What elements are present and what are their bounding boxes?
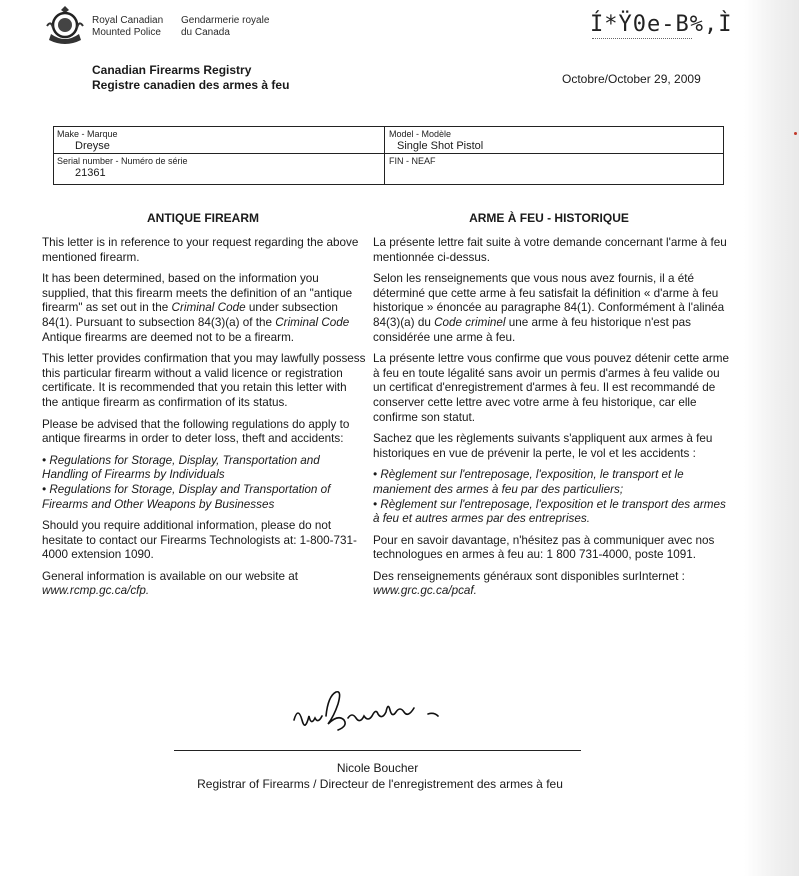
en-regulation-individuals: • Regulations for Storage, Display, Transportation and Handling of Firearms by Individuals — [42, 453, 320, 482]
serial-number-value: 21361 — [75, 167, 106, 179]
heading-arme-historique: ARME À FEU - HISTORIQUE — [469, 211, 629, 225]
reference-code-underline — [592, 38, 692, 39]
agency-name-en-line2: Mounted Police — [92, 27, 161, 38]
registry-name-en: Canadian Firearms Registry — [92, 63, 252, 77]
en-paragraph-contact: Should you require additional information, please do not hesitate to contact our Firearms Technologists at: 1-800-731-4000 extension 1090. — [42, 519, 357, 562]
fr-paragraph-website: Des renseignements généraux sont disponibles surInternet : — [373, 569, 685, 583]
registry-name-fr: Registre canadien des armes à feu — [92, 78, 290, 92]
handwritten-signature — [288, 690, 464, 748]
fr-regulation-particuliers: • Règlement sur l'entreposage, l'exposition, le transport et le maniement des armes à feu par des particuliers; — [373, 468, 684, 496]
fr-paragraph-regulations-intro: Sachez que les règlements suivants s'appliquent aux armes à feu historiques en vue de prévenir la perte, le vol et les accidents : — [373, 432, 713, 460]
letter-date: Octobre/October 29, 2009 — [562, 72, 701, 86]
fr-website-link[interactable]: www.grc.gc.ca/pcaf. — [373, 584, 477, 598]
rcmp-crest-icon — [46, 4, 84, 46]
en-p2-criminal-code-2: Criminal Code — [275, 315, 350, 329]
reference-code: Í*Ÿ0e-B%,Ì — [590, 12, 733, 37]
agency-name-fr-line1: Gendarmerie royale — [181, 15, 270, 26]
fr-regulation-entreprises: • Règlement sur l'entreposage, l'exposition et le transport des armes à feu et autres armes par des entreprises. — [373, 497, 726, 526]
en-regulation-businesses: • Regulations for Storage, Display and Transportation of Firearms and Other Weapons by Businesses — [42, 482, 331, 511]
fr-paragraph-confirmation: La présente lettre vous confirme que vous pouvez détenir cette arme à feu en toute légalité sans avoir un permis d'armes à feu valide ou un certificat d'enregistrement d'armes à feu. Il est recommandé de conserver cette lettre avec votre arme à feu historique, car elle confirme son statut. — [373, 352, 730, 424]
en-paragraph-determination — [42, 272, 366, 345]
en-paragraph-reference: This letter is in reference to your request regarding the above mentioned firearm. — [42, 236, 359, 264]
make-label: Make - Marque — [57, 129, 118, 139]
fr-p2-code-criminel: Code criminel — [434, 315, 506, 329]
agency-name-fr-line2: du Canada — [181, 27, 230, 38]
en-p2-text-c: under subsection 84(1). Pursuant to subsection 84(3)(a) of the — [42, 301, 338, 329]
scan-speck — [794, 132, 797, 135]
signer-title: Registrar of Firearms / Directeur de l'enregistrement des armes à feu — [197, 777, 563, 791]
model-label: Model - Modèle — [389, 129, 452, 139]
fr-p2-text-c: une arme à feu historique n'est pas considérée une arme à feu. — [373, 315, 691, 344]
scan-edge-shadow — [744, 0, 799, 876]
en-paragraph-regulations-intro: Please be advised that the following regulations do apply to antique firearms in order to deter loss, theft and accidents: — [42, 417, 350, 446]
en-p2-text-e: Antique firearms are deemed not to be a firearm. — [42, 330, 295, 344]
english-column — [42, 236, 366, 599]
french-column — [373, 236, 735, 599]
en-paragraph-website: General information is available on our website at — [42, 569, 298, 583]
en-website-link[interactable]: www.rcmp.gc.ca/cfp. — [42, 584, 150, 598]
en-paragraph-confirmation: This letter provides confirmation that you may lawfully possess this particular firearm without a valid licence or registration certificate. It is recommended that you retain this letter with the antique firearm as confirmation of its status. — [42, 352, 366, 409]
en-p2-text-a: It has been determined, based on the information you supplied, that this firearm meets the definition of an "antique firearm" as set out in the — [42, 272, 353, 315]
signer-name: Nicole Boucher — [336, 761, 419, 775]
signature-line — [174, 750, 581, 751]
make-value: Dreyse — [75, 140, 110, 152]
serial-number-label: Serial number - Numéro de série — [57, 156, 188, 166]
fr-paragraph-contact: Pour en savoir davantage, n'hésitez pas à communiquer avec nos technologues en armes à feu au: 1 800 731-4000, poste 1091. — [373, 533, 715, 562]
fr-paragraph-reference: La présente lettre fait suite à votre demande concernant l'arme à feu mentionnée ci-dessus. — [373, 236, 727, 264]
fr-p2-text-a: Selon les renseignements que vous nous avez fournis, il a été déterminé que cette arme à feu satisfait la définition « d'arme à feu historique » énoncée au paragraphe 84(1). Conformément à l'alinéa 84(3)(a) du — [373, 272, 725, 329]
fin-label: FIN - NEAF — [389, 156, 436, 166]
firearm-box-divider-horizontal — [53, 153, 724, 154]
fr-paragraph-determination — [373, 272, 735, 345]
agency-name-en-line1: Royal Canadian — [92, 15, 164, 26]
heading-antique-firearm: ANTIQUE FIREARM — [147, 211, 259, 225]
firearm-box-divider-vertical — [384, 126, 385, 184]
en-p2-criminal-code-1: Criminal Code — [171, 301, 246, 315]
model-value: Single Shot Pistol — [397, 140, 484, 152]
